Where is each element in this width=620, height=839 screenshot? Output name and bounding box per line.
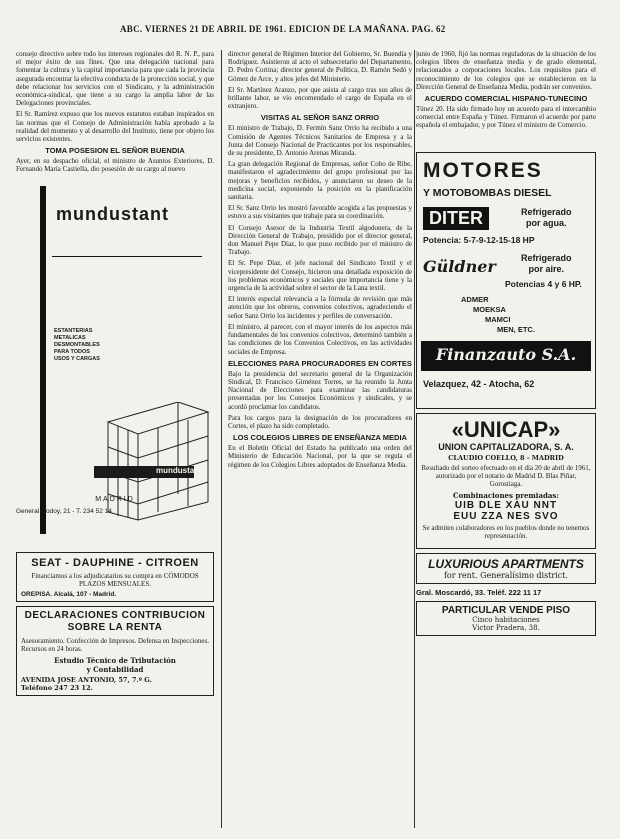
apartments-ad: [416, 553, 596, 584]
ad-city: MADRID: [95, 495, 135, 503]
ad-text: Financiamos a los adjudicatarios su compra en CÓMODOS PLAZOS MENSUALES.: [31, 571, 199, 588]
apartments-address: Gral. Moscardó, 33. Teléf. 222 11 17: [416, 587, 542, 597]
article-heading: ELECCIONES PARA PROCURADORES EN CORTES: [228, 358, 412, 368]
column-2: [228, 50, 412, 472]
article-paragraph: En el Boletín Oficial del Estado ha publicado una orden del Ministerio de Educación Nacional, por la que se regula el régimen de los Colegios Libres adoptados de Enseñanza Media.: [228, 444, 412, 469]
ad-title: PARTICULAR VENDE PISO: [441, 604, 571, 616]
article-paragraph: El Sr. Pepe Díaz, el jefe nacional del Sindicato Textil y el vicepresidente del Consejo, hicieron una detallada exposición de los problemas económicos y sociales que importancia tiene y la urgencia de la actividad sobre el sector de la Lana textil.: [228, 259, 412, 293]
ad-text: Cinco habitaciones: [472, 615, 540, 624]
ad-small-brand: mundustant: [156, 465, 202, 475]
article-paragraph: El ministro, al parecer, con el mayor interés de los aspectos más fundamentales de los convenios colectivos, determinó también a las condiciones de los Convenios Colectivos, en las actividades sociales de Empresa.: [228, 322, 412, 356]
article-paragraph: El Sr. Martínez Aranzo, por que asista al cargo tras sus años de brillante labor, se vio encomendado el cargo de España en el extranjero.: [228, 85, 412, 111]
ad-title: DECLARACIONES CONTRIBUCION: [24, 610, 206, 622]
motores-ad: [416, 152, 596, 409]
ad-text: Asesoramiento. Confección de Impresos. Defensa en Inspecciones. Recursos en 24 horas.: [21, 637, 209, 654]
piso-ad: [416, 601, 596, 636]
article-paragraph: junio de 1960, fijó las normas reguladoras de la situación de los colegios libres de enseñanza media y de grado elemental, relacionados a corporaciones locales. Los requisitos para el reconocimiento de los colegios que se establecieron en la Dirección General de Enseñanza Media, podrán ser convenios.: [416, 50, 596, 91]
guldner-logo: Güldner: [423, 256, 496, 276]
unicap-ad: [416, 413, 596, 549]
ad-phone: Teléfono 247 23 12.: [21, 684, 93, 693]
mundustant-ad: [16, 178, 214, 548]
ad-brand-list: ADMER MOEKSA MAMCI MEN, ETC.: [461, 294, 535, 334]
article-paragraph: consejo directivo sobre todo los intereses regionales del R. N. P., para el mejor éxito de sus fines. Que una delegación nacional para fomentar la cultura y la capital importancia para que cada la provincia asegurada encontrar la efectiva conducta de la protección social, y que debe relacionar los servicios con el Sindicato, y la administración económica-sindical, que tiene a su cargo la amplia labor de las Delegaciones provinciales.: [16, 50, 214, 108]
finanzauto-logo: Finanzauto S.A.: [435, 344, 577, 364]
article-paragraph: El Consejo Asesor de la Industria Textil algodonera, de la Dirección General de Trabajo, presidido por el director general, don Manuel Pepe Díaz, lo que puso recibido por el ministro de Trabajo.: [228, 223, 412, 257]
ad-brand: mundustant: [56, 203, 169, 224]
ad-power: Potencias 4 y 6 HP.: [505, 278, 582, 289]
column-rule: [414, 50, 415, 828]
article-paragraph: Ayer, en su despacho oficial, el ministro de Asuntos Exteriores, D. Fernando María Castiella, dio posesión de su cargo al nuevo: [16, 157, 214, 174]
ad-subtitle: UNION CAPITALIZADORA, S. A.: [438, 441, 574, 452]
article-paragraph: El interés especial relevancia a la fórmula de revisión que más atención que los obreros, convenios colectivos, agradeciendo el señor Sanz Orrio los incidentes y perfiles de conversación.: [228, 295, 412, 320]
ad-text: Resultado del sorteo efectuado en el día 20 de abril de 1961, autorizado por el notario de Madrid D. Blas Piñar, Gorostiaga.: [421, 463, 591, 489]
ad-title: LUXURIOUS APARTMENTS: [428, 556, 584, 571]
article-paragraph: La gran delegación Regional de Empresas, señor Cobo de Ribe, manifestaron el agradecimiento del grupo profesional por las mejoras y beneficios recibidos, y anunciaron su deseo de la medicina social, exponiendo la posición en la planificación sanitaria.: [228, 160, 412, 202]
article-paragraph: Para los cargos para la designación de los procuradores en Cortes, el plazo ha sido completado.: [228, 413, 412, 430]
ad-combination-row: UIB DLE XAU NNT: [454, 500, 558, 512]
shelving-illustration: [98, 402, 210, 522]
ad-footer: Se admiten colaboradores en los pueblos donde no tenemos representación.: [422, 524, 590, 541]
article-paragraph: El Sr. Sanz Orrio les mostró favorable acogida a las propuestas y estuvo a sus visitantes que trabaje para su coordinación.: [228, 204, 412, 221]
ad-address: AVENIDA JOSE ANTONIO, 57, 7.º G.: [21, 676, 152, 685]
page-header: ABC. VIERNES 21 DE ABRIL DE 1961. EDICION DE LA MAÑANA. PAG. 62: [120, 24, 446, 34]
article-heading: VISITAS AL SEÑOR SANZ ORRIO: [260, 113, 380, 123]
ad-subtitle: Y MOTOBOMBAS DIESEL: [423, 186, 552, 199]
ad-brands: SEAT - DAUPHINE - CITROEN: [31, 556, 199, 569]
tax-ad: [16, 606, 214, 696]
article-heading: LOS COLEGIOS LIBRES DE ENSEÑANZA MEDIA: [233, 433, 407, 443]
ad-name: y Contabilidad: [86, 665, 144, 675]
column-1: [16, 50, 214, 700]
ad-cooling: Refrigerado por aire.: [521, 252, 572, 274]
ad-title: «UNICAP»: [451, 416, 561, 442]
ad-subtitle: for rent. Generalísimo district.: [443, 570, 569, 580]
ad-tagline: ESTANTERIAS METALICAS DESMONTABLES PARA TODOS USOS Y CARGAS: [54, 327, 100, 362]
ad-divider: [52, 256, 202, 257]
ad-combination-row: EUU ZZA NES SVO: [453, 511, 559, 523]
ad-combinations-label: Combinaciones premiadas:: [453, 491, 559, 501]
article-heading: TOMA POSESION EL SEÑOR BUENDIA: [45, 146, 185, 156]
article-paragraph: El ministro de Trabajo, D. Fermín Sanz Orrio ha recibido a una Comisión de Agentes Técnicos Sanitarios de Empresa y a la Junta del Consejo Nacional de Practicantes por los responsables, de su presidente, D. Antonio Arenas Miranda.: [228, 124, 412, 158]
ad-title: SOBRE LA RENTA: [67, 622, 163, 634]
ad-power: Potencia: 5-7-9-12-15-18 HP: [423, 234, 535, 245]
article-paragraph: Bajo la presidencia del secretario general de la Organización Sindical, D. Francisco Giménez Torres, se ha reunido la Junta Nacional de Elecciones para examinar las candidaturas presentadas por los Consejos Económicos y sindicales, y se acordó proclamar los candidatos.: [228, 369, 412, 411]
seat-ad: [16, 552, 214, 602]
ad-name: Estudio Técnico de Tributación: [54, 656, 176, 666]
ad-address: General Godoy, 21 - T. 234 52 14: [16, 507, 112, 515]
ad-vertical-bar: [40, 186, 46, 534]
ad-address: CLAUDIO COELLO, 8 - MADRID: [448, 453, 564, 462]
column-3: [416, 50, 596, 640]
column-rule: [221, 50, 222, 828]
diter-logo: DITER: [423, 207, 489, 230]
article-paragraph: director general de Régimen Interior del Gobierno, Sr. Buendía y Rodríguez. Asistieron al acto el subsecretario del Departamento, D. Pedro Cortina; director general de Política, D. Ramón Sedó y Gómez de Arce, y altos jefes del Ministerio.: [228, 50, 412, 83]
ad-text: Victor Pradera, 38.: [472, 623, 540, 632]
ad-cooling: Refrigerado por agua.: [521, 206, 572, 228]
article-paragraph: El Sr. Ramírez expuso que los nuevos estatutos estaban inspirados en las normas que el Consejo de Administración había aprobado a la realidad del momento y al desarrollo del Instituto, tiene por objeto los servicios existentes.: [16, 110, 214, 144]
ad-footer: OREPISA. Alcalá, 107 - Madrid.: [21, 591, 117, 599]
article-heading: ACUERDO COMERCIAL HISPANO-TUNECINO: [424, 94, 588, 104]
ad-address: Velazquez, 42 - Atocha, 62: [423, 378, 535, 389]
ad-title: MOTORES: [423, 158, 543, 182]
article-paragraph: Túnez 20. Ha sido firmado hoy un acuerdo para el intercambio comercial entre España y Túnez. Firmaron el acuerdo por parte española el embajador, y por Túnez el ministro de Comercio.: [416, 105, 596, 130]
